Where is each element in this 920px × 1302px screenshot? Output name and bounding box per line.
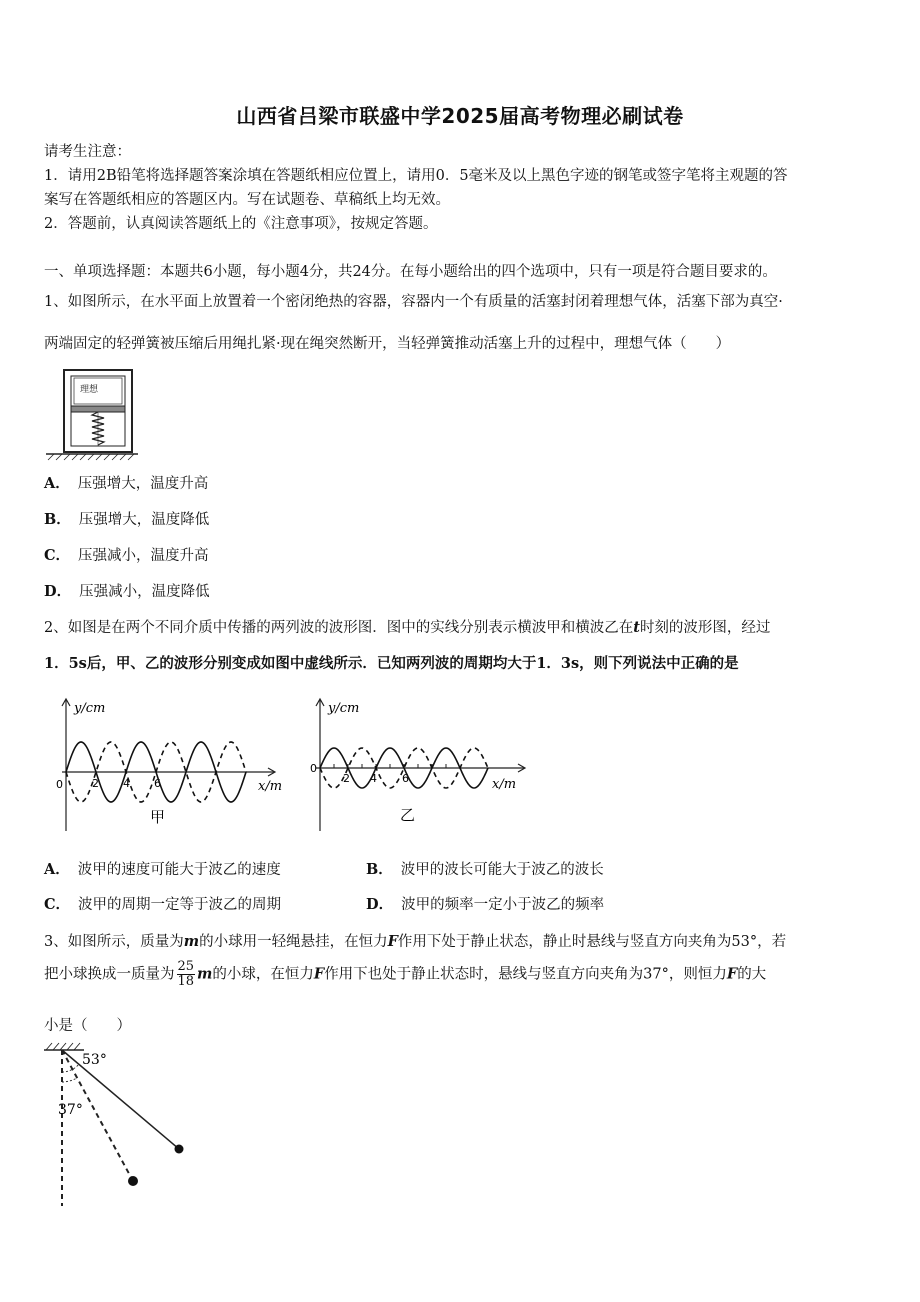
q2-graph-right [306, 696, 546, 836]
q1-stem-line1: 1、如图所示，在水平面上放置着一个密闭绝热的容器，容器内一个有质量的活塞封闭着理想气体，活塞下部为真空· [44, 294, 783, 310]
svg-text:0: 0 [310, 762, 317, 775]
q3-ball-2 [128, 1176, 138, 1186]
q2-left-caption: 甲 [150, 808, 166, 826]
svg-text:x/m: x/m [258, 779, 283, 794]
q2-stem-line1: 2、如图是在两个不同介质中传播的两列波的波形图．图中的实线分别表示横波甲和横波乙在t时刻的波形图，经过 [44, 619, 771, 636]
q1-option-c[interactable]: C． 压强减小，温度升高 [44, 547, 209, 564]
q2-option-a[interactable]: A． 波甲的速度可能大于波乙的速度 [44, 861, 281, 878]
q3-string-53 [62, 1050, 179, 1149]
q2-option-b[interactable]: B． 波甲的波长可能大于波乙的波长 [366, 861, 604, 878]
q2-graph-left [52, 696, 292, 836]
svg-text:y/cm: y/cm [74, 701, 106, 716]
notice-item-1-cont: 案写在答题纸相应的答题区内。写在试题卷、草稿纸上均无效。 [44, 192, 450, 208]
q1-option-a[interactable]: A． 压强增大，温度升高 [44, 475, 209, 492]
q2-left-tick-2: 2 [92, 777, 99, 790]
q2-option-c[interactable]: C． 波甲的周期一定等于波乙的周期 [44, 896, 282, 913]
section-heading: 一、单项选择题：本题共6小题，每小题4分，共24分。在每小题给出的四个选项中，只有一项是符合题目要求的。 [44, 264, 777, 280]
q1-option-d[interactable]: D． 压强减小，温度降低 [44, 583, 210, 600]
svg-text:0: 0 [56, 778, 63, 791]
q2-right-tick-6: 6 [402, 772, 409, 785]
q3-pendulum-figure [40, 1040, 200, 1210]
q2-right-caption: 乙 [400, 806, 416, 824]
svg-text:x/m: x/m [492, 777, 517, 792]
q1-stem-line2: 两端固定的轻弹簧被压缩后用绳扎紧·现在绳突然断开，当轻弹簧推动活塞上升的过程中，理想气体（ ） [44, 336, 731, 352]
svg-text:y/cm: y/cm [328, 701, 360, 716]
q3-angle-37: 37° [58, 1102, 83, 1118]
q1-container-figure [42, 364, 142, 464]
q3-ball-1 [175, 1145, 184, 1154]
page-title: 山西省吕梁市联盛中学2025届高考物理必刷试卷 [236, 104, 684, 128]
q3-stem-line3: 小是（ ） [44, 1018, 131, 1034]
q2-stem-line2: 1．5s后，甲、乙的波形分别变成如图中虚线所示．已知两列波的周期均大于1．3s，则下列说法中正确的是 [44, 655, 739, 672]
q2-right-tick-4: 4 [370, 772, 377, 785]
q3-stem-line2: 把小球换成一质量为 $\frac{25}{18}$ m的小球，在恒力F作用下也处于静止状态时，悬线与竖直方向夹角为37°，则恒力F的大 [44, 959, 767, 989]
q3-stem-line1: 3、如图所示，质量为m的小球用一轻绳悬挂，在恒力F作用下处于静止状态，静止时悬线与竖直方向夹角为53°，若 [44, 933, 787, 950]
q2-right-tick-2: 2 [343, 772, 350, 785]
q2-option-d[interactable]: D． 波甲的频率一定小于波乙的频率 [366, 896, 605, 913]
q3-fraction: $\frac{25}{18}$ [177, 959, 195, 989]
notice-item-1: 1．请用2B铅笔将选择题答案涂填在答题纸相应位置上，请用0．5毫米及以上黑色字迹的钢笔或签字笔将主观题的答 [44, 168, 788, 184]
q1-gas-label: 理想 [80, 385, 99, 395]
notice-heading: 请考生注意： [44, 144, 131, 160]
q2-left-tick-6: 6 [154, 777, 161, 790]
notice-item-2: 2．答题前，认真阅读答题纸上的《注意事项》，按规定答题。 [44, 216, 438, 232]
q3-angle-53: 53° [82, 1052, 107, 1068]
q2-left-tick-4: 4 [123, 777, 130, 790]
q1-option-b[interactable]: B． 压强增大，温度降低 [44, 511, 210, 528]
